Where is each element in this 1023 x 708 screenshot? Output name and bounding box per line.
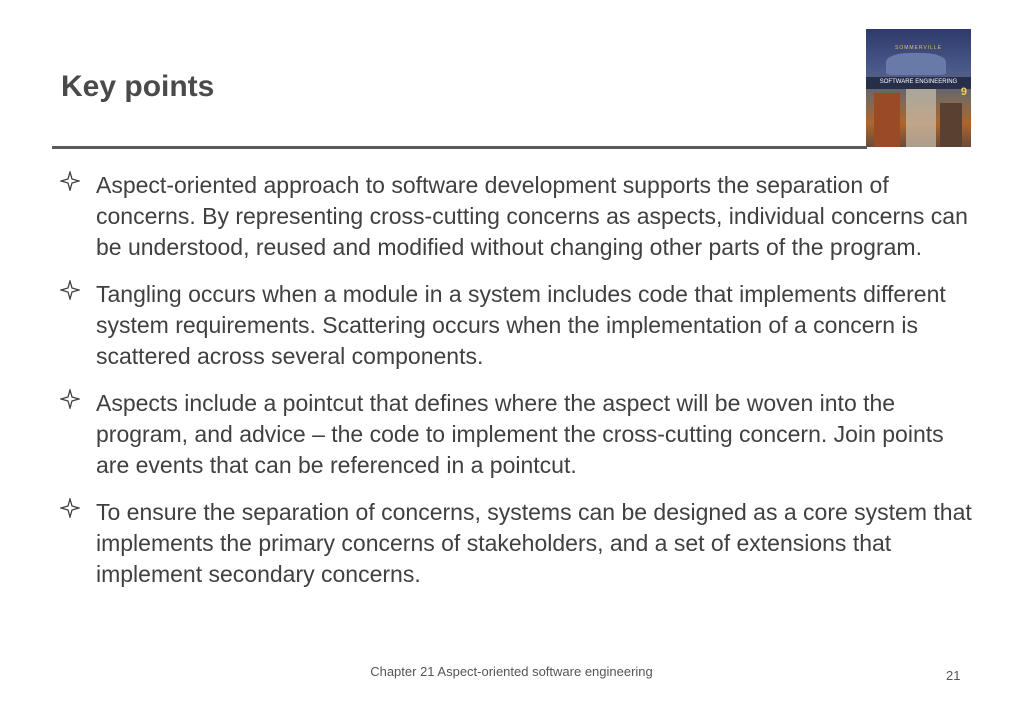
title-divider	[52, 146, 867, 149]
cover-art	[906, 89, 936, 147]
bullet-text: To ensure the separation of concerns, systems can be designed as a core system that implements the primary concerns of stakeholders, and a set of extensions that implement secondary concerns.	[96, 499, 972, 587]
cover-art	[874, 93, 900, 147]
bullet-item	[60, 497, 980, 590]
four-point-star-icon	[60, 389, 80, 409]
four-point-star-icon	[60, 498, 80, 518]
page-number: 21	[946, 668, 961, 683]
cover-title: SOFTWARE ENGINEERING	[879, 79, 958, 85]
cover-author: SOMMERVILLE	[894, 45, 943, 51]
bullet-list	[60, 170, 980, 606]
cover-art	[886, 53, 946, 75]
book-cover-image	[866, 29, 971, 147]
cover-edition: 9	[960, 86, 967, 98]
bullet-item	[60, 388, 980, 481]
cover-art	[940, 103, 962, 147]
bullet-item	[60, 279, 980, 372]
four-point-star-icon	[60, 171, 80, 191]
bullet-text: Aspects include a pointcut that defines where the aspect will be woven into the program, and advice – the code to implement the cross-cutting concern. Join points are events that can be referenced in a pointcut.	[96, 390, 944, 478]
four-point-star-icon	[60, 280, 80, 300]
bullet-text: Tangling occurs when a module in a system includes code that implements different system requirements. Scattering occurs when the implementation of a concern is scattered across several components.	[96, 281, 946, 369]
slide-footer: Chapter 21 Aspect-oriented software engineering	[370, 664, 653, 679]
bullet-text: Aspect-oriented approach to software development supports the separation of concerns. By representing cross-cutting concerns as aspects, individual concerns can be understood, reused and modified without changing other parts of the program.	[96, 172, 968, 260]
bullet-item	[60, 170, 980, 263]
slide-title: Key points	[61, 70, 215, 103]
